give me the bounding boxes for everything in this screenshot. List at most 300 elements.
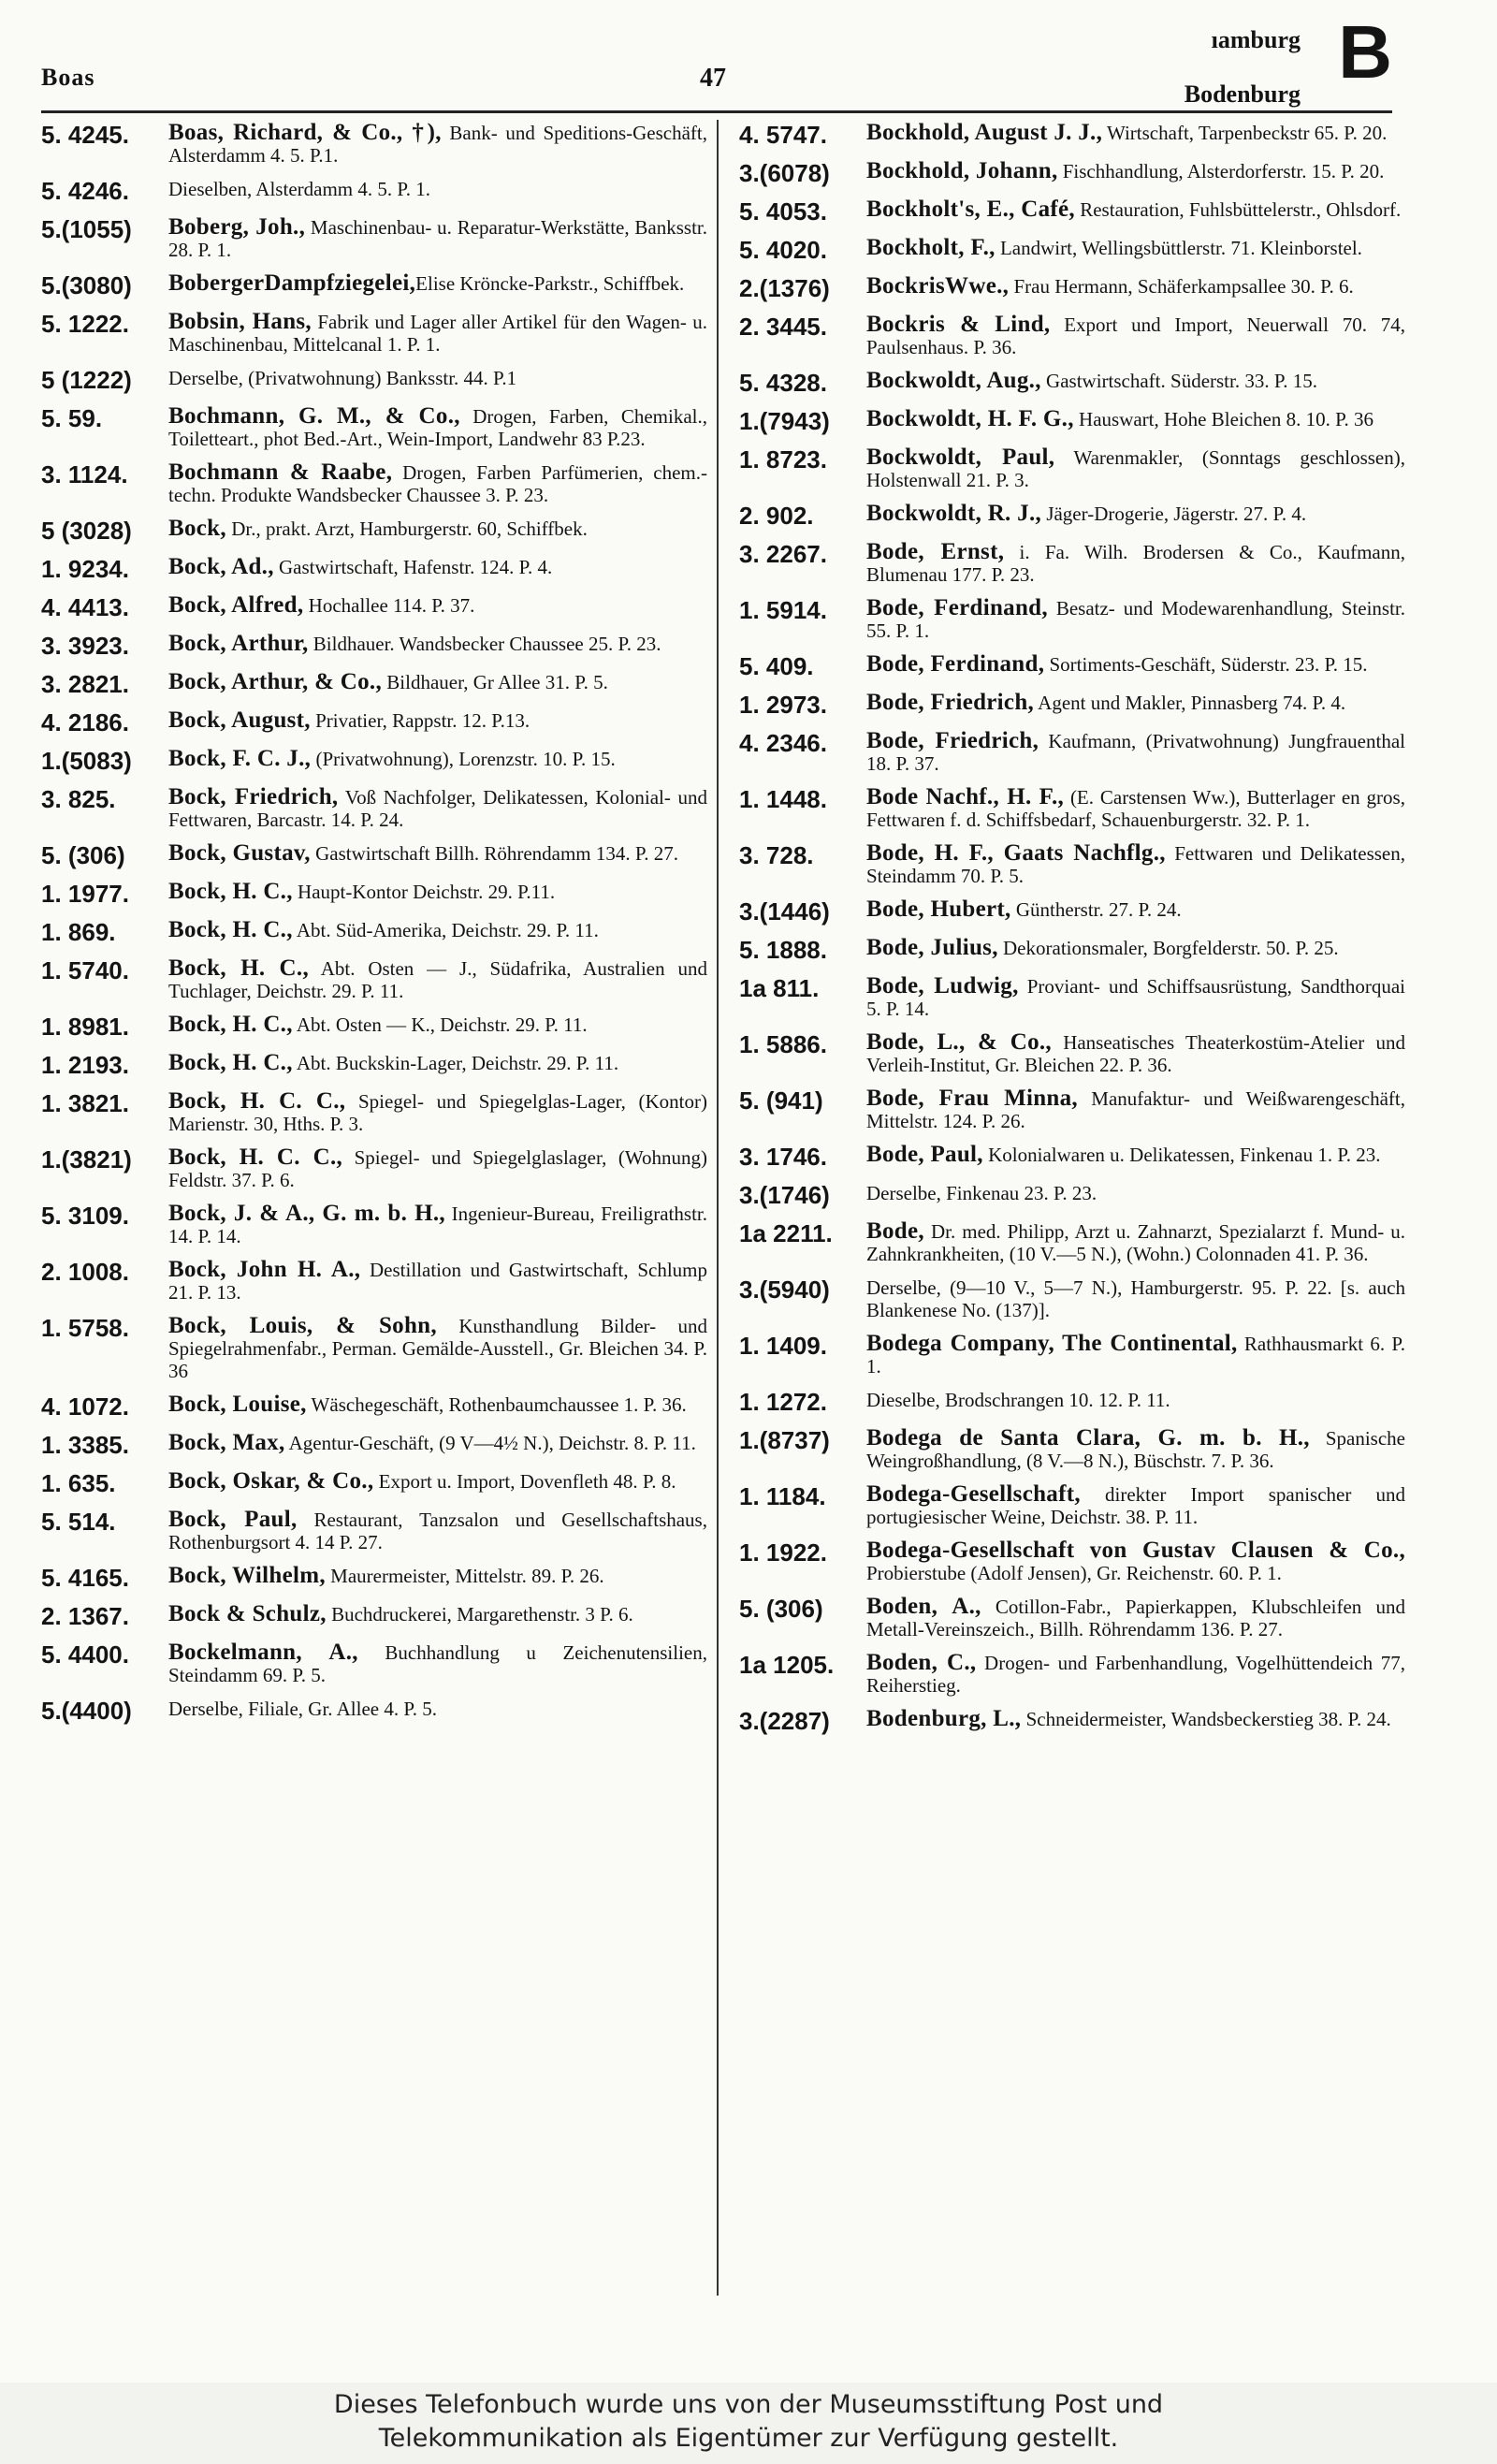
directory-entry [739, 313, 1405, 358]
phone-number: 5. 4020. [739, 236, 827, 264]
entry-text [168, 556, 707, 583]
subscriber-name: Bock & Schulz, [168, 1601, 327, 1626]
entry-details: Hanseatisches Theaterkostüm-Atelier und Verleih-Institut, Gr. Bleichen 22. P. 36. [866, 1031, 1405, 1076]
directory-entry [739, 1087, 1405, 1132]
entry-text [866, 898, 1405, 926]
entry-details: Bildhauer, Gr Allee 31. P. 5. [382, 671, 608, 693]
entry-text [866, 1389, 1405, 1416]
subscriber-name: Bockwoldt, R. J., [866, 501, 1042, 526]
directory-entry [739, 446, 1405, 491]
directory-entry [739, 1596, 1405, 1640]
header-right-keyword: Bodenburg [1184, 80, 1301, 108]
entry-details: Gastwirtschaft Billh. Röhrendamm 134. P. 27. [310, 842, 678, 865]
entry-details: Fischhandlung, Alsterdorferstr. 15. P. 20. [1057, 160, 1385, 182]
subscriber-name: Bock, J. & A., G. m. b. H., [168, 1201, 445, 1226]
entry-details: Privatier, Rappstr. 12. P.13. [310, 709, 530, 732]
phone-number: 1. 8723. [739, 445, 827, 474]
subscriber-name: Bock, H. C., [168, 917, 293, 942]
entry-details: Restauration, Fuhlsbüttelerstr., Ohlsdorf. [1074, 198, 1402, 221]
directory-entry [41, 842, 707, 869]
entry-text [866, 1182, 1405, 1209]
directory-entry [739, 1276, 1405, 1321]
phone-number: 3. 825. [41, 785, 116, 813]
entry-text [168, 671, 707, 698]
section-letter: B [1338, 10, 1392, 94]
subscriber-name: Bock, August, [168, 707, 311, 733]
subscriber-name: Bode, Paul, [866, 1142, 983, 1167]
directory-entry [41, 1698, 707, 1725]
phone-number: 1.(8737) [739, 1426, 830, 1454]
directory-entry [41, 594, 707, 621]
page-number: 47 [700, 64, 726, 93]
entry-details: Abt. Osten — K., Deichstr. 29. P. 11. [292, 1013, 588, 1036]
phone-number: 1. 1272. [739, 1388, 827, 1416]
entry-details: Abt. Buckskin-Lager, Deichstr. 29. P. 11. [292, 1052, 619, 1074]
subscriber-name: Bock, F. C. J., [168, 746, 312, 771]
entry-details: Export und Import, Neuerwall 70. 74, Paulsenhaus. P. 36. [866, 313, 1405, 358]
entry-details: Dieselben, Alsterdamm 4. 5. P. 1. [168, 178, 430, 200]
subscriber-name: Bode, Ernst, [866, 539, 1005, 564]
phone-number: 4. 2346. [739, 729, 827, 757]
phone-number: 4. 4413. [41, 593, 129, 621]
entry-details: Abt. Süd-Amerika, Deichstr. 29. P. 11. [292, 919, 599, 941]
entry-text [866, 842, 1405, 887]
entry-details: Drogen, Farben, Chemikal., Toiletteart., phot Bed.-Art., Wein-Import, Landwehr 83 P.23. [168, 405, 707, 450]
phone-number: 4. 2186. [41, 708, 129, 736]
entry-details: Drogen, Farben Parfümerien, chem.-techn. Produkte Wandsbecker Chaussee 3. P. 23. [168, 461, 707, 506]
left-column [41, 122, 707, 1736]
entry-text [866, 1144, 1405, 1171]
subscriber-name: Bock, Wilhelm, [168, 1563, 326, 1588]
entry-details: Derselbe, Finkenau 23. P. 23. [866, 1182, 1097, 1204]
directory-entry [739, 1483, 1405, 1528]
header-right-block [1185, 13, 1301, 122]
entry-text [168, 405, 707, 450]
subscriber-name: Bock, Ad., [168, 554, 274, 579]
phone-number: 1. 1922. [739, 1538, 827, 1567]
entry-details: Bank- und Speditions-Geschäft, Alsterdamm 4. 5. P.1. [168, 122, 707, 167]
header-city: ıamburg [1211, 26, 1301, 53]
phone-number: 1.(3821) [41, 1145, 132, 1174]
entry-text [866, 975, 1405, 1020]
directory-entry [41, 1641, 707, 1686]
directory-entry [41, 786, 707, 831]
entry-details: Sortiments-Geschäft, Süderstr. 23. P. 15. [1044, 653, 1368, 676]
entry-text [168, 1565, 707, 1592]
entry-details: Hauswart, Hohe Bleichen 8. 10. P. 36 [1073, 408, 1373, 430]
entry-text [866, 1427, 1405, 1472]
directory-entry [41, 1432, 707, 1459]
entry-details: Dekorationsmaler, Borgfelderstr. 50. P. 25. [997, 937, 1339, 959]
subscriber-name: Bock, Paul, [168, 1507, 298, 1532]
phone-number: 5.(4400) [41, 1697, 132, 1725]
phone-number: 1. 5758. [41, 1314, 129, 1342]
subscriber-name: Bode, Ferdinand, [866, 595, 1048, 620]
entry-text [866, 503, 1405, 530]
subscriber-name: Bock, H. C., [168, 955, 309, 981]
entry-text [168, 1698, 707, 1725]
phone-number: 3. 1124. [41, 460, 128, 488]
directory-entry [739, 730, 1405, 775]
subscriber-name: Bock, Louise, [168, 1392, 307, 1417]
phone-number: 3. 728. [739, 841, 814, 869]
directory-entry [41, 367, 707, 394]
directory-entry [739, 1333, 1405, 1378]
directory-entry [739, 1031, 1405, 1076]
directory-entry [41, 1203, 707, 1247]
entry-details: Schneidermeister, Wandsbeckerstieg 38. P. 24. [1021, 1708, 1391, 1730]
phone-number: 5. 4053. [739, 197, 827, 226]
entry-details: Kunsthandlung Bilder- und Spiegelrahmenfabr., Perman. Gemälde-Ausstell., Gr. Bleichen 34. P. 36 [168, 1315, 708, 1382]
entry-details: Frau Hermann, Schäferkampsallee 30. P. 6. [1009, 275, 1354, 298]
entry-text [168, 1259, 707, 1304]
column-divider [717, 120, 719, 2296]
subscriber-name: BobergerDampfziegelei, [168, 270, 416, 296]
entry-details: Wäschegeschäft, Rothenbaumchaussee 1. P. 36. [306, 1393, 687, 1416]
subscriber-name: Bock, H. C., [168, 1012, 293, 1037]
subscriber-name: Bochmann & Raabe, [168, 459, 393, 485]
entry-text [168, 272, 707, 299]
subscriber-name: Bode, Friedrich, [866, 728, 1039, 753]
directory-entry [41, 1509, 707, 1553]
phone-number: 5. (306) [739, 1595, 823, 1623]
entry-details: Haupt-Kontor Deichstr. 29. P.11. [292, 881, 556, 903]
entry-details: Dr. med. Philipp, Arzt u. Zahnarzt, Spezialarzt f. Mund- u. Zahnkrankheiten, (10 V.—5 N.), (Wohn.) Colonnaden 41. P. 36. [866, 1220, 1405, 1265]
entry-text [866, 122, 1405, 149]
entry-text [168, 1641, 707, 1686]
directory-entry [739, 786, 1405, 831]
entry-details: Buchdruckerei, Margarethenstr. 3 P. 6. [326, 1603, 633, 1626]
footer-line-2: Telekommunikation als Eigentümer zur Verfügung gestellt. [378, 2424, 1119, 2453]
entry-details: Cotillon-Fabr., Papierkappen, Klubschleifen und Metall-Vereinszeich., Billh. Röhrendamm 136. P. 27. [866, 1596, 1405, 1640]
directory-entry [739, 692, 1405, 719]
phone-number: 1. 1977. [41, 880, 129, 908]
subscriber-name: Boas, Richard, & Co., †), [168, 120, 442, 145]
entry-details: Restaurant, Tanzsalon und Gesellschaftshaus, Rothenburgsort 4. 14 P. 27. [168, 1509, 707, 1553]
directory-entry [739, 1539, 1405, 1584]
entry-details: Güntherstr. 27. P. 24. [1010, 898, 1182, 921]
phone-number: 1.(7943) [739, 407, 830, 435]
phone-number: 3.(5940) [739, 1276, 830, 1304]
directory-entry [41, 122, 707, 167]
subscriber-name: Bock, Alfred, [168, 592, 304, 618]
entry-details: Fettwaren und Delikatessen, Steindamm 70. P. 5. [866, 842, 1405, 887]
entry-details: Export u. Import, Dovenfleth 48. P. 8. [373, 1470, 676, 1493]
entry-text [866, 597, 1405, 642]
directory-entry [739, 842, 1405, 887]
entry-text [866, 1539, 1405, 1584]
entry-text [168, 633, 707, 660]
phone-number: 2. 3445. [739, 313, 827, 341]
subscriber-name: Bode, Frau Minna, [866, 1086, 1078, 1111]
entry-details: Hochallee 114. P. 37. [303, 594, 475, 617]
subscriber-name: Bodega de Santa Clara, G. m. b. H., [866, 1425, 1310, 1451]
entry-text [866, 1087, 1405, 1132]
entry-details: Elise Kröncke-Parkstr., Schiffbek. [415, 272, 685, 295]
entry-text [866, 370, 1405, 397]
directory-entry [739, 370, 1405, 397]
subscriber-name: Bodega Company, The Continental, [866, 1331, 1238, 1356]
phone-number: 5 (1222) [41, 366, 132, 394]
phone-number: 1. 5886. [739, 1030, 827, 1058]
entry-details: Kaufmann, (Privatwohnung) Jungfrauenthal 18. P. 37. [866, 730, 1405, 775]
directory-entry [739, 1220, 1405, 1265]
entry-text [168, 461, 707, 506]
entry-text [168, 748, 707, 775]
entry-text [866, 653, 1405, 680]
entry-text [866, 313, 1405, 358]
entry-details: direkter Import spanischer und portugiesischer Weine, Deichstr. 38. P. 11. [866, 1483, 1405, 1528]
directory-entry [41, 881, 707, 908]
entry-text [168, 178, 707, 205]
directory-entry [41, 1315, 707, 1382]
directory-entry [739, 1144, 1405, 1171]
entry-details: Dieselbe, Brodschrangen 10. 12. P. 11. [866, 1389, 1170, 1411]
directory-entry [41, 311, 707, 356]
directory-entry [739, 1708, 1405, 1735]
entry-details: Drogen- und Farbenhandlung, Vogelhüttendeich 77, Reiherstieg. [866, 1652, 1405, 1697]
phone-number: 5. 1888. [739, 936, 827, 964]
phone-number: 5. 4165. [41, 1564, 129, 1592]
entry-details: Abt. Osten — J., Südafrika, Australien und Tuchlager, Deichstr. 29. P. 11. [168, 957, 707, 1002]
entry-details: Agentur-Geschäft, (9 V—4½ N.), Deichstr. 8. P. 11. [284, 1432, 696, 1454]
phone-number: 5. 4400. [41, 1640, 129, 1669]
directory-entry [739, 237, 1405, 264]
directory-entry [41, 748, 707, 775]
phone-number: 1. 9234. [41, 555, 129, 583]
entry-text [168, 311, 707, 356]
entry-text [866, 1483, 1405, 1528]
entry-text [168, 1090, 707, 1135]
entry-details: Maschinenbau- u. Reparatur-Werkstätte, Banksstr. 28. P. 1. [168, 216, 707, 261]
subscriber-name: Bode Nachf., H. F., [866, 784, 1065, 809]
phone-number: 3. 2267. [739, 540, 827, 568]
directory-entry [739, 160, 1405, 187]
entry-text [866, 275, 1405, 302]
phone-number: 1. 635. [41, 1469, 116, 1497]
phone-number: 5.(3080) [41, 271, 132, 299]
directory-entry [41, 919, 707, 946]
directory-entry [739, 975, 1405, 1020]
directory-entry [41, 1013, 707, 1041]
directory-entry [739, 937, 1405, 964]
entry-text [866, 198, 1405, 226]
subscriber-name: Bock, [168, 516, 226, 541]
subscriber-name: Bode, Ferdinand, [866, 651, 1045, 677]
entry-details: Spanische Weingroßhandlung, (8 V.—8 N.), Büschstr. 7. P. 36. [866, 1427, 1405, 1472]
entry-details: Wirtschaft, Tarpenbeckstr 65. P. 20. [1102, 122, 1388, 144]
subscriber-name: Boden, C., [866, 1650, 977, 1675]
entry-text [168, 216, 707, 261]
entry-details: Proviant- und Schiffsausrüstung, Sandthorquai 5. P. 14. [866, 975, 1406, 1020]
entry-text [168, 1603, 707, 1630]
subscriber-name: Bock, Max, [168, 1430, 285, 1455]
subscriber-name: Bock, John H. A., [168, 1257, 361, 1282]
entry-details: Probierstube (Adolf Jensen), Gr. Reichenstr. 60. P. 1. [866, 1562, 1282, 1584]
subscriber-name: Bodega-Gesellschaft von Gustav Clausen & Co., [866, 1538, 1405, 1563]
entry-text [866, 1652, 1405, 1697]
phone-number: 1. 2193. [41, 1051, 129, 1079]
phone-number: 3.(1446) [739, 897, 830, 926]
entry-text [866, 1596, 1405, 1640]
subscriber-name: BockrisWwe., [866, 273, 1010, 299]
subscriber-name: Bock, Arthur, [168, 631, 309, 656]
entry-text [168, 1315, 707, 1382]
directory-entry [41, 556, 707, 583]
directory-entry [41, 216, 707, 261]
subscriber-name: Bode, Ludwig, [866, 973, 1019, 999]
subscriber-name: Bodega-Gesellschaft, [866, 1481, 1081, 1507]
directory-entry [41, 709, 707, 736]
subscriber-name: Bockris & Lind, [866, 312, 1051, 337]
directory-entry [41, 518, 707, 545]
phone-number: 5 (3028) [41, 517, 132, 545]
subscriber-name: Bode, H. F., Gaats Nachflg., [866, 840, 1166, 866]
entry-details: Gastwirtschaft, Hafenstr. 124. P. 4. [273, 556, 553, 578]
phone-number: 1. 1184. [739, 1482, 826, 1510]
subscriber-name: Bock, H. C., [168, 879, 293, 904]
phone-number: 5. 514. [41, 1508, 116, 1536]
directory-entry [41, 1470, 707, 1497]
entry-details: Bildhauer. Wandsbecker Chaussee 25. P. 23. [308, 633, 661, 655]
directory-entry [739, 541, 1405, 586]
phone-number: 2. 1008. [41, 1258, 129, 1286]
subscriber-name: Bode, Julius, [866, 935, 998, 960]
entry-text [168, 881, 707, 908]
entry-text [866, 1333, 1405, 1378]
entry-details: Manufaktur- und Weißwarengeschäft, Mittelstr. 124. P. 26. [866, 1087, 1405, 1132]
right-column [739, 122, 1405, 1746]
directory-entry [739, 122, 1405, 149]
entry-text [168, 1470, 707, 1497]
entry-text [866, 237, 1405, 264]
phone-number: 1. 869. [41, 918, 116, 946]
phone-number: 1. 2973. [739, 691, 827, 719]
phone-number: 5. 3109. [41, 1202, 129, 1230]
directory-entry [739, 898, 1405, 926]
directory-entry [41, 1603, 707, 1630]
entry-details: i. Fa. Wilh. Brodersen & Co., Kaufmann, Blumenau 177. P. 23. [866, 541, 1405, 586]
subscriber-name: Bock, Arthur, & Co., [168, 669, 383, 694]
phone-number: 3.(2287) [739, 1707, 830, 1735]
phone-number: 4. 1072. [41, 1392, 129, 1421]
subscriber-name: Bockelmann, A., [168, 1640, 358, 1665]
entry-text [866, 408, 1405, 435]
entry-details: Derselbe, (Privatwohnung) Banksstr. 44. P.1 [168, 367, 517, 389]
directory-entry [41, 1259, 707, 1304]
subscriber-name: Bockhold, August J. J., [866, 120, 1103, 145]
phone-number: 5. 4246. [41, 177, 129, 205]
entry-text [168, 594, 707, 621]
subscriber-name: Bobsin, Hans, [168, 309, 312, 334]
directory-entry [739, 1389, 1405, 1416]
entry-details: (Privatwohnung), Lorenzstr. 10. P. 15. [311, 748, 616, 770]
directory-entry [41, 405, 707, 450]
phone-number: 1a 1205. [739, 1651, 835, 1679]
entry-text [168, 919, 707, 946]
subscriber-name: Bock, Friedrich, [168, 784, 339, 809]
entry-details: Rathhausmarkt 6. P. 1. [866, 1333, 1405, 1378]
entry-details: Besatz- und Modewarenhandlung, Steinstr. 55. P. 1. [866, 597, 1406, 642]
subscriber-name: Bockwoldt, Paul, [866, 445, 1055, 470]
directory-entry [739, 597, 1405, 642]
subscriber-name: Bock, H. C. C., [168, 1145, 343, 1170]
entry-text [168, 1509, 707, 1553]
phone-number: 2.(1376) [739, 274, 830, 302]
entry-text [168, 1432, 707, 1459]
entry-details: Landwirt, Wellingsbüttlerstr. 71. Kleinborstel. [995, 237, 1362, 259]
entry-details: Gastwirtschaft. Süderstr. 33. P. 15. [1040, 370, 1317, 392]
entry-text [168, 1393, 707, 1421]
entry-text [866, 160, 1405, 187]
entry-text [866, 786, 1405, 831]
subscriber-name: Boberg, Joh., [168, 214, 306, 240]
phone-number: 5. 1222. [41, 310, 129, 338]
directory-entry [41, 633, 707, 660]
subscriber-name: Bock, Louis, & Sohn, [168, 1313, 437, 1338]
entry-text [866, 446, 1405, 491]
phone-number: 3. 1746. [739, 1143, 827, 1171]
phone-number: 5. (306) [41, 841, 125, 869]
subscriber-name: Bock, H. C., [168, 1050, 293, 1075]
entry-details: Maurermeister, Mittelstr. 89. P. 26. [325, 1565, 604, 1587]
directory-entry [739, 1182, 1405, 1209]
entry-text [168, 842, 707, 869]
subscriber-name: Bock, H. C. C., [168, 1088, 346, 1114]
subscriber-name: Bock, Oskar, & Co., [168, 1468, 374, 1494]
entry-details: Buchhandlung u Zeichenutensilien, Steindamm 69. P. 5. [168, 1641, 707, 1686]
entry-details: Warenmakler, (Sonntags geschlossen), Holstenwall 21. P. 3. [866, 446, 1405, 491]
subscriber-name: Bockwoldt, Aug., [866, 368, 1041, 393]
phone-number: 2. 1367. [41, 1602, 129, 1630]
entry-text [168, 122, 707, 167]
phone-number: 5. (941) [739, 1086, 823, 1115]
entry-details: (E. Carstensen Ww.), Butterlager en gros, Fettwaren f. d. Schiffsbedarf, Schauenburgerstr. 32. P. 1. [866, 786, 1405, 831]
entry-text [866, 692, 1405, 719]
entry-text [168, 1146, 707, 1191]
directory-entry [41, 671, 707, 698]
phone-number: 1a 2211. [739, 1219, 833, 1247]
header-rule [41, 110, 1392, 113]
phone-number: 3. 2821. [41, 670, 129, 698]
entry-text [168, 1203, 707, 1247]
directory-entry [739, 503, 1405, 530]
subscriber-name: Bock, Gustav, [168, 840, 311, 866]
entry-text [168, 709, 707, 736]
phone-number: 2. 902. [739, 502, 814, 530]
directory-entry [41, 178, 707, 205]
subscriber-name: Bockwoldt, H. F. G., [866, 406, 1074, 431]
phone-number: 5. 4328. [739, 369, 827, 397]
header-left-keyword: Boas [41, 64, 95, 91]
subscriber-name: Bodenburg, L., [866, 1706, 1022, 1731]
directory-entry [41, 1565, 707, 1592]
directory-entry [41, 957, 707, 1002]
entry-text [866, 1031, 1405, 1076]
entry-details: Destillation und Gastwirtschaft, Schlump 21. P. 13. [168, 1259, 707, 1304]
directory-entry [739, 1427, 1405, 1472]
phone-number: 3.(1746) [739, 1181, 830, 1209]
entry-details: Voß Nachfolger, Delikatessen, Kolonial- und Fettwaren, Barcastr. 14. P. 24. [168, 786, 707, 831]
directory-entry [739, 275, 1405, 302]
entry-details: Kolonialwaren u. Delikatessen, Finkenau 1. P. 23. [982, 1144, 1381, 1166]
entry-text [168, 367, 707, 394]
entry-text [168, 786, 707, 831]
entry-text [866, 730, 1405, 775]
subscriber-name: Bockholt, F., [866, 235, 996, 260]
directory-entry [41, 1146, 707, 1191]
entry-text [866, 1708, 1405, 1735]
